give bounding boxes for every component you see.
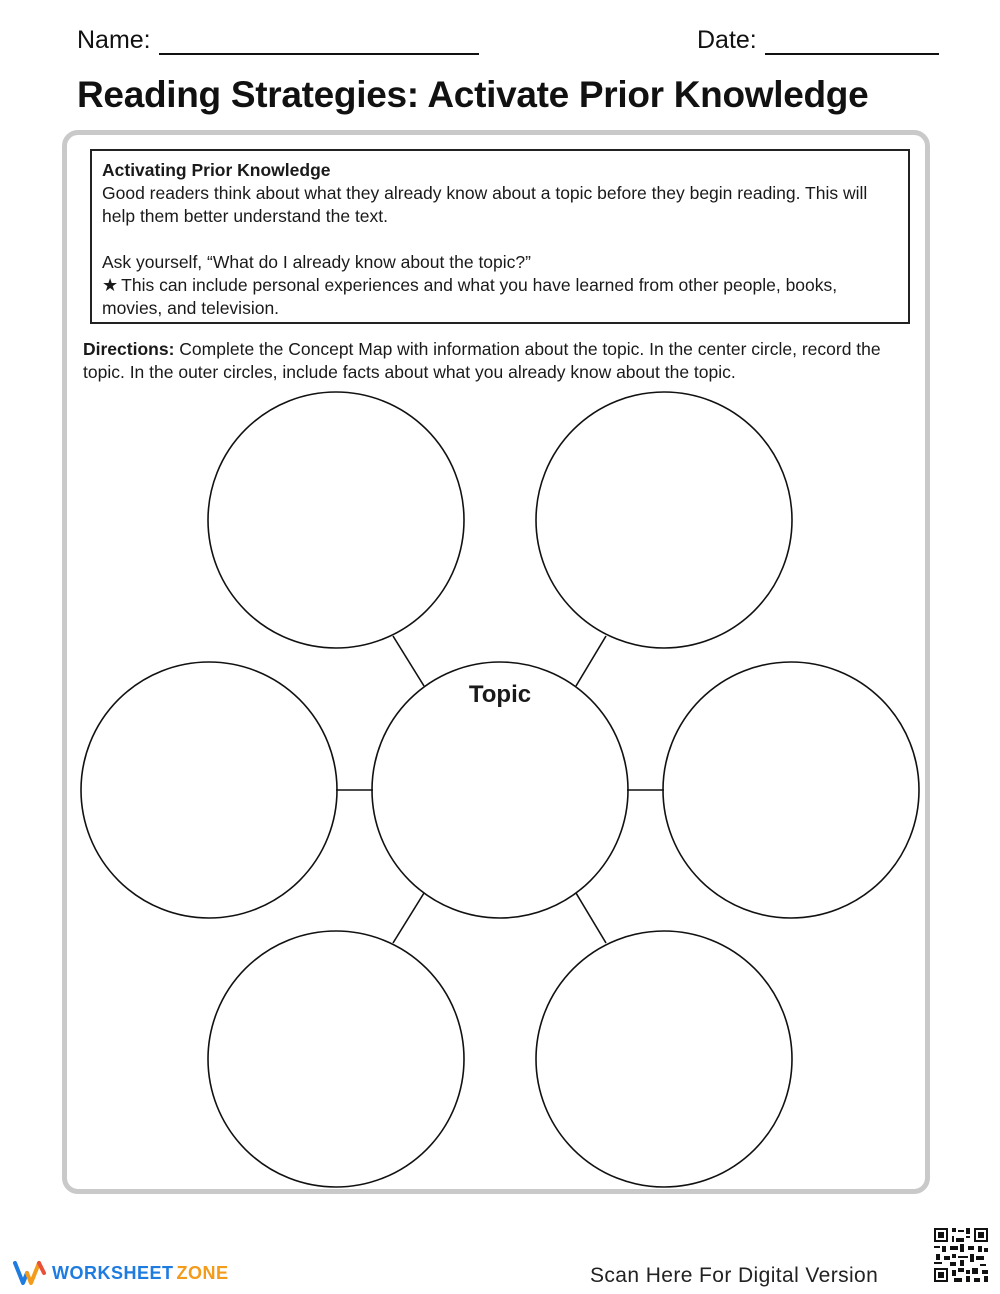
name-label: Name:: [77, 26, 151, 54]
outer-circle-left[interactable]: [81, 662, 337, 918]
brand-logo: [13, 1259, 229, 1287]
connector-top-right: [576, 636, 606, 686]
outer-circle-top-right[interactable]: [536, 392, 792, 648]
outer-circle-top-left[interactable]: [208, 392, 464, 648]
outer-circle-bottom-left[interactable]: [208, 931, 464, 1187]
info-bullet-text: This can include personal experiences and what you have learned from other people, books, movies, and television.: [102, 275, 838, 318]
qr-code-icon[interactable]: [932, 1226, 990, 1284]
outer-circle-right[interactable]: [663, 662, 919, 918]
brand-word-worksheet: WORKSHEET: [52, 1262, 174, 1283]
connector-bottom-right: [576, 893, 606, 943]
date-label: Date:: [697, 26, 757, 54]
scan-text: Scan Here For Digital Version: [590, 1264, 879, 1287]
info-paragraph: Good readers think about what they already know about a topic before they begin reading. This will help them better understand the text.: [102, 183, 868, 226]
directions-text: Complete the Concept Map with information about the topic. In the center circle, record the topic. In the outer circles, include facts about what you already know about the topic.: [83, 339, 881, 382]
worksheetzone-logo-icon: [13, 1259, 47, 1287]
info-question: Ask yourself, “What do I already know about the topic?”: [102, 252, 531, 272]
directions-label: Directions:: [83, 339, 175, 359]
page-title: Reading Strategies: Activate Prior Knowledge: [77, 74, 869, 115]
outer-circle-bottom-right[interactable]: [536, 931, 792, 1187]
connector-bottom-left: [393, 893, 424, 943]
topic-label: Topic: [468, 681, 532, 708]
star-icon: ★: [102, 275, 119, 295]
connector-top-left: [393, 636, 424, 686]
info-heading: Activating Prior Knowledge: [102, 160, 331, 180]
brand-word-zone: ZONE: [176, 1262, 229, 1283]
